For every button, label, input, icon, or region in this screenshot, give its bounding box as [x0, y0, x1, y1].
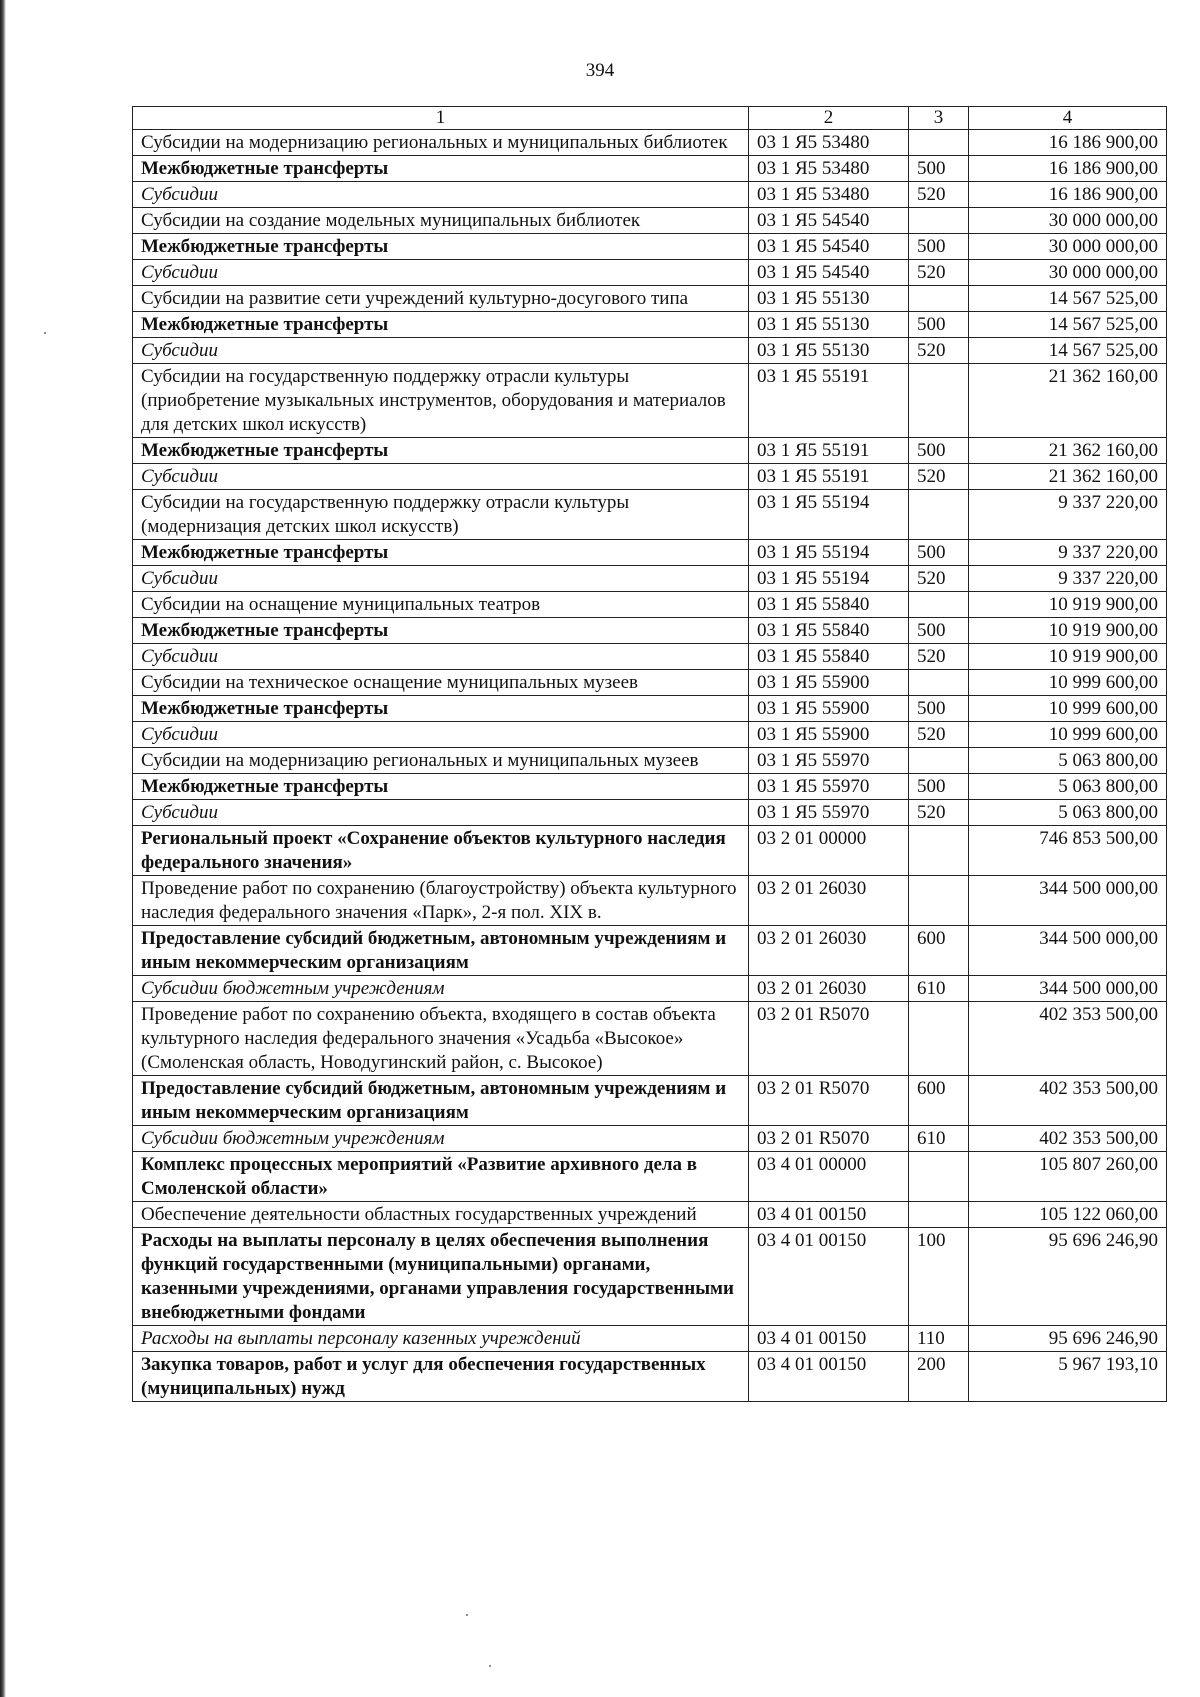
row-code: 03 4 01 00150	[749, 1326, 909, 1352]
row-expense-type	[909, 876, 969, 926]
row-amount: 9 337 220,00	[969, 490, 1167, 540]
row-amount: 30 000 000,00	[969, 260, 1167, 286]
row-amount: 95 696 246,90	[969, 1326, 1167, 1352]
row-expense-type: 500	[909, 234, 969, 260]
row-amount: 14 567 525,00	[969, 286, 1167, 312]
row-amount: 5 063 800,00	[969, 748, 1167, 774]
row-code: 03 1 Я5 54540	[749, 260, 909, 286]
row-code: 03 1 Я5 55194	[749, 490, 909, 540]
row-expense-type	[909, 286, 969, 312]
row-code: 03 4 01 00150	[749, 1202, 909, 1228]
row-code: 03 1 Я5 55191	[749, 364, 909, 438]
table-row	[133, 464, 1167, 490]
row-name: Предоставление субсидий бюджетным, автономным учреждениям и иным некоммерческим организациям	[133, 926, 749, 976]
row-amount: 344 500 000,00	[969, 876, 1167, 926]
row-expense-type: 520	[909, 644, 969, 670]
row-name: Субсидии на техническое оснащение муниципальных музеев	[133, 670, 749, 696]
table-row	[133, 1352, 1167, 1402]
row-expense-type: 500	[909, 696, 969, 722]
table-row	[133, 566, 1167, 592]
row-amount: 14 567 525,00	[969, 312, 1167, 338]
row-amount: 21 362 160,00	[969, 364, 1167, 438]
row-name: Субсидии на развитие сети учреждений культурно-досугового типа	[133, 286, 749, 312]
row-expense-type: 500	[909, 156, 969, 182]
table-row	[133, 670, 1167, 696]
row-amount: 402 353 500,00	[969, 1076, 1167, 1126]
scan-speck	[466, 1614, 468, 1616]
table-row	[133, 364, 1167, 438]
row-amount: 10 999 600,00	[969, 670, 1167, 696]
row-name: Комплекс процессных мероприятий «Развитие архивного дела в Смоленской области»	[133, 1152, 749, 1202]
row-expense-type	[909, 592, 969, 618]
row-amount: 105 807 260,00	[969, 1152, 1167, 1202]
row-name: Субсидии бюджетным учреждениям	[133, 976, 749, 1002]
row-amount: 402 353 500,00	[969, 1126, 1167, 1152]
row-name: Межбюджетные трансферты	[133, 234, 749, 260]
row-name: Субсидии на создание модельных муниципальных библиотек	[133, 208, 749, 234]
row-amount: 10 919 900,00	[969, 618, 1167, 644]
budget-table-body	[133, 107, 1167, 1402]
row-amount: 402 353 500,00	[969, 1002, 1167, 1076]
row-amount: 30 000 000,00	[969, 234, 1167, 260]
row-expense-type: 520	[909, 722, 969, 748]
table-row	[133, 540, 1167, 566]
row-amount: 5 063 800,00	[969, 800, 1167, 826]
row-code: 03 1 Я5 55840	[749, 592, 909, 618]
row-expense-type	[909, 826, 969, 876]
row-name: Межбюджетные трансферты	[133, 156, 749, 182]
table-row	[133, 260, 1167, 286]
row-code: 03 4 01 00150	[749, 1352, 909, 1402]
row-expense-type: 520	[909, 260, 969, 286]
row-expense-type: 520	[909, 182, 969, 208]
header-col-4: 4	[969, 107, 1167, 130]
row-amount: 10 999 600,00	[969, 696, 1167, 722]
row-amount: 95 696 246,90	[969, 1228, 1167, 1326]
table-row	[133, 722, 1167, 748]
row-amount: 9 337 220,00	[969, 540, 1167, 566]
row-name: Предоставление субсидий бюджетным, автономным учреждениям и иным некоммерческим организациям	[133, 1076, 749, 1126]
row-expense-type	[909, 490, 969, 540]
row-code: 03 1 Я5 53480	[749, 182, 909, 208]
row-name: Субсидии	[133, 338, 749, 364]
header-col-1: 1	[133, 107, 749, 130]
row-code: 03 1 Я5 53480	[749, 156, 909, 182]
table-row	[133, 1228, 1167, 1326]
row-amount: 10 919 900,00	[969, 592, 1167, 618]
row-expense-type	[909, 1002, 969, 1076]
table-row	[133, 826, 1167, 876]
row-name: Субсидии	[133, 566, 749, 592]
row-code: 03 1 Я5 54540	[749, 234, 909, 260]
row-expense-type: 520	[909, 566, 969, 592]
row-code: 03 1 Я5 55840	[749, 644, 909, 670]
row-name: Субсидии	[133, 260, 749, 286]
row-expense-type: 610	[909, 1126, 969, 1152]
table-row	[133, 618, 1167, 644]
table-row	[133, 208, 1167, 234]
row-name: Субсидии	[133, 182, 749, 208]
scan-speck	[44, 332, 46, 334]
row-name: Межбюджетные трансферты	[133, 774, 749, 800]
row-amount: 30 000 000,00	[969, 208, 1167, 234]
row-code: 03 2 01 26030	[749, 926, 909, 976]
row-expense-type	[909, 208, 969, 234]
header-col-2: 2	[749, 107, 909, 130]
row-name: Субсидии	[133, 722, 749, 748]
row-code: 03 2 01 R5070	[749, 1126, 909, 1152]
row-code: 03 1 Я5 55900	[749, 670, 909, 696]
row-name: Субсидии	[133, 464, 749, 490]
table-row	[133, 1126, 1167, 1152]
row-expense-type: 500	[909, 312, 969, 338]
table-row	[133, 490, 1167, 540]
table-row	[133, 438, 1167, 464]
row-amount: 105 122 060,00	[969, 1202, 1167, 1228]
row-expense-type: 200	[909, 1352, 969, 1402]
header-col-3: 3	[909, 107, 969, 130]
table-row	[133, 286, 1167, 312]
row-amount: 21 362 160,00	[969, 464, 1167, 490]
table-row	[133, 182, 1167, 208]
row-expense-type: 500	[909, 774, 969, 800]
row-name: Межбюджетные трансферты	[133, 618, 749, 644]
row-amount: 344 500 000,00	[969, 926, 1167, 976]
row-expense-type: 520	[909, 464, 969, 490]
row-code: 03 1 Я5 55130	[749, 312, 909, 338]
row-code: 03 2 01 R5070	[749, 1002, 909, 1076]
row-name: Межбюджетные трансферты	[133, 312, 749, 338]
row-name: Межбюджетные трансферты	[133, 540, 749, 566]
row-expense-type: 100	[909, 1228, 969, 1326]
row-code: 03 1 Я5 55191	[749, 464, 909, 490]
table-row	[133, 130, 1167, 156]
row-name: Закупка товаров, работ и услуг для обеспечения государственных (муниципальных) нужд	[133, 1352, 749, 1402]
row-code: 03 1 Я5 53480	[749, 130, 909, 156]
row-amount: 9 337 220,00	[969, 566, 1167, 592]
row-amount: 21 362 160,00	[969, 438, 1167, 464]
row-code: 03 1 Я5 55900	[749, 722, 909, 748]
scan-speck	[489, 1665, 491, 1667]
row-amount: 344 500 000,00	[969, 976, 1167, 1002]
row-expense-type: 500	[909, 618, 969, 644]
row-code: 03 1 Я5 55130	[749, 286, 909, 312]
row-name: Субсидии	[133, 644, 749, 670]
row-amount: 10 999 600,00	[969, 722, 1167, 748]
row-name: Региональный проект «Сохранение объектов культурного наследия федерального значения»	[133, 826, 749, 876]
row-amount: 5 967 193,10	[969, 1352, 1167, 1402]
row-expense-type	[909, 130, 969, 156]
row-expense-type: 520	[909, 338, 969, 364]
row-expense-type: 600	[909, 1076, 969, 1126]
row-amount: 10 919 900,00	[969, 644, 1167, 670]
row-amount: 14 567 525,00	[969, 338, 1167, 364]
table-row	[133, 1002, 1167, 1076]
row-expense-type	[909, 1152, 969, 1202]
row-code: 03 4 01 00000	[749, 1152, 909, 1202]
row-expense-type: 110	[909, 1326, 969, 1352]
table-row	[133, 592, 1167, 618]
table-row	[133, 1076, 1167, 1126]
row-code: 03 1 Я5 54540	[749, 208, 909, 234]
row-name: Субсидии	[133, 800, 749, 826]
row-amount: 16 186 900,00	[969, 156, 1167, 182]
row-expense-type	[909, 364, 969, 438]
row-code: 03 1 Я5 55840	[749, 618, 909, 644]
row-code: 03 2 01 26030	[749, 876, 909, 926]
table-row	[133, 312, 1167, 338]
row-code: 03 2 01 26030	[749, 976, 909, 1002]
row-name: Расходы на выплаты персоналу в целях обеспечения выполнения функций государственными (муниципальными) органами, казенными учреждениями, органами управления государственными внебюджетными фондами	[133, 1228, 749, 1326]
row-expense-type: 500	[909, 438, 969, 464]
row-amount: 16 186 900,00	[969, 130, 1167, 156]
table-header-row	[133, 107, 1167, 130]
row-amount: 746 853 500,00	[969, 826, 1167, 876]
page-number: 394	[585, 60, 615, 81]
table-row	[133, 800, 1167, 826]
row-code: 03 1 Я5 55130	[749, 338, 909, 364]
row-code: 03 4 01 00150	[749, 1228, 909, 1326]
row-code: 03 1 Я5 55191	[749, 438, 909, 464]
table-row	[133, 644, 1167, 670]
row-code: 03 1 Я5 55900	[749, 696, 909, 722]
row-code: 03 1 Я5 55970	[749, 800, 909, 826]
row-code: 03 2 01 00000	[749, 826, 909, 876]
budget-table	[132, 106, 1167, 1402]
table-row	[133, 774, 1167, 800]
row-name: Субсидии бюджетным учреждениям	[133, 1126, 749, 1152]
table-row	[133, 876, 1167, 926]
row-name: Субсидии на государственную поддержку отрасли культуры (приобретение музыкальных инструментов, оборудования и материалов для детских школ искусств)	[133, 364, 749, 438]
row-name: Обеспечение деятельности областных государственных учреждений	[133, 1202, 749, 1228]
row-code: 03 1 Я5 55970	[749, 748, 909, 774]
row-name: Субсидии на оснащение муниципальных театров	[133, 592, 749, 618]
row-name: Субсидии на государственную поддержку отрасли культуры (модернизация детских школ искусств)	[133, 490, 749, 540]
row-name: Межбюджетные трансферты	[133, 438, 749, 464]
row-code: 03 1 Я5 55194	[749, 540, 909, 566]
row-expense-type	[909, 670, 969, 696]
table-row	[133, 1202, 1167, 1228]
table-row	[133, 1326, 1167, 1352]
scan-edge	[0, 0, 6, 1697]
table-row	[133, 156, 1167, 182]
table-row	[133, 926, 1167, 976]
row-expense-type	[909, 748, 969, 774]
row-name: Субсидии на модернизацию региональных и муниципальных музеев	[133, 748, 749, 774]
table-row	[133, 748, 1167, 774]
row-code: 03 1 Я5 55194	[749, 566, 909, 592]
table-row	[133, 338, 1167, 364]
row-amount: 5 063 800,00	[969, 774, 1167, 800]
row-name: Проведение работ по сохранению объекта, входящего в состав объекта культурного наследия федерального значения «Усадьба «Высокое» (Смоленская область, Новодугинский район, с. Высокое)	[133, 1002, 749, 1076]
row-amount: 16 186 900,00	[969, 182, 1167, 208]
table-row	[133, 234, 1167, 260]
row-expense-type: 600	[909, 926, 969, 976]
table-row	[133, 1152, 1167, 1202]
row-expense-type: 610	[909, 976, 969, 1002]
row-name: Субсидии на модернизацию региональных и муниципальных библиотек	[133, 130, 749, 156]
row-code: 03 1 Я5 55970	[749, 774, 909, 800]
row-name: Проведение работ по сохранению (благоустройству) объекта культурного наследия федерального значения «Парк», 2-я пол. XIX в.	[133, 876, 749, 926]
row-code: 03 2 01 R5070	[749, 1076, 909, 1126]
row-expense-type: 520	[909, 800, 969, 826]
table-row	[133, 976, 1167, 1002]
row-expense-type: 500	[909, 540, 969, 566]
table-row	[133, 696, 1167, 722]
row-name: Межбюджетные трансферты	[133, 696, 749, 722]
row-expense-type	[909, 1202, 969, 1228]
row-name: Расходы на выплаты персоналу казенных учреждений	[133, 1326, 749, 1352]
